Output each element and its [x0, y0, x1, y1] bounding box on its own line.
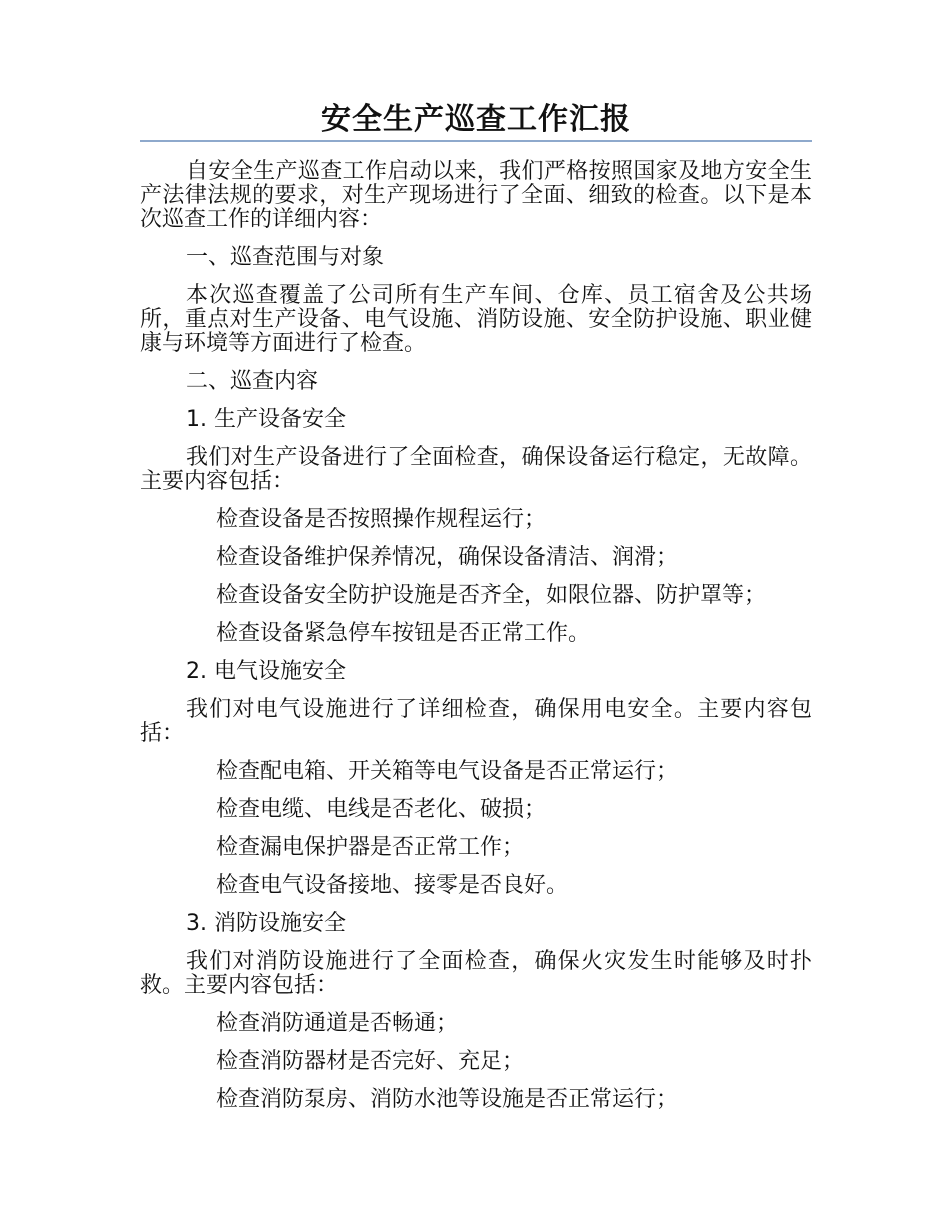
- document-page: [140, 100, 812, 1126]
- electrical-paragraph: 我们对电气设施进行了详细检查，确保用电安全。主要内容包括：: [140, 697, 812, 746]
- subheading-fire: 3. 消防设施安全: [186, 911, 346, 936]
- document-title: 安全生产巡查工作汇报: [140, 100, 812, 142]
- subheading-electrical: 2. 电气设施安全: [186, 659, 346, 684]
- fire-item: 检查消防器材是否完好、充足；: [216, 1049, 525, 1074]
- fire-item: 检查消防泵房、消防水池等设施是否正常运行；: [216, 1087, 679, 1112]
- equipment-item: 检查设备紧急停车按钮是否正常工作。: [216, 621, 591, 646]
- section-heading-scope: 一、巡查范围与对象: [186, 245, 385, 270]
- section-heading-content: 二、巡查内容: [186, 369, 319, 394]
- subheading-equipment: 1. 生产设备安全: [186, 407, 346, 432]
- scope-paragraph: 本次巡查覆盖了公司所有生产车间、仓库、员工宿舍及公共场所，重点对生产设备、电气设施、消防设施、安全防护设施、职业健康与环境等方面进行了检查。: [140, 283, 812, 356]
- electrical-item: 检查电气设备接地、接零是否良好。: [216, 873, 569, 898]
- electrical-item: 检查漏电保护器是否正常工作；: [216, 835, 525, 860]
- electrical-item: 检查电缆、电线是否老化、破损；: [216, 797, 547, 822]
- equipment-item: 检查设备是否按照操作规程运行；: [216, 507, 547, 532]
- fire-item: 检查消防通道是否畅通；: [216, 1011, 459, 1036]
- electrical-item: 检查配电箱、开关箱等电气设备是否正常运行；: [216, 759, 679, 784]
- equipment-paragraph: 我们对生产设备进行了全面检查，确保设备运行稳定，无故障。主要内容包括：: [140, 445, 812, 494]
- equipment-item: 检查设备安全防护设施是否齐全，如限位器、防护罩等；: [216, 583, 767, 608]
- fire-paragraph: 我们对消防设施进行了全面检查，确保火灾发生时能够及时扑救。主要内容包括：: [140, 949, 812, 998]
- equipment-item: 检查设备维护保养情况，确保设备清洁、润滑；: [216, 545, 679, 570]
- intro-paragraph: 自安全生产巡查工作启动以来，我们严格按照国家及地方安全生产法律法规的要求，对生产现场进行了全面、细致的检查。以下是本次巡查工作的详细内容：: [140, 159, 812, 232]
